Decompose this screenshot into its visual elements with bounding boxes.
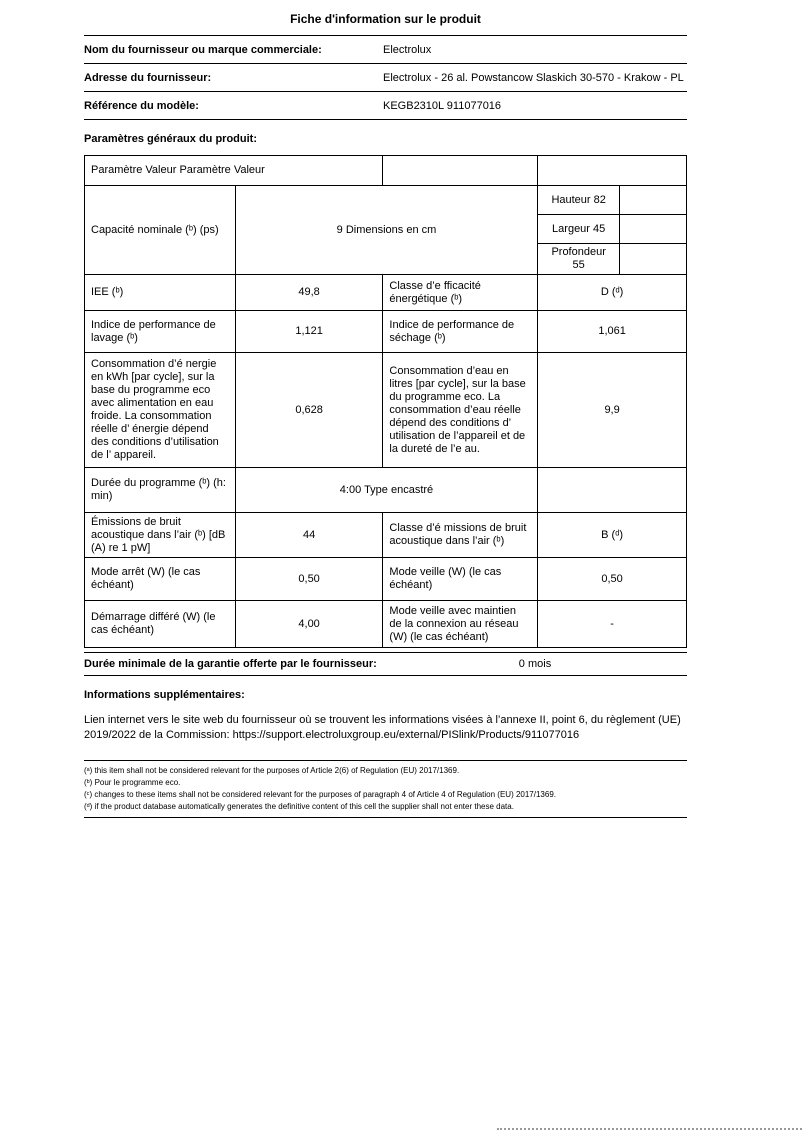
- eei-label: IEE (ᵇ): [85, 275, 236, 311]
- dimension-depth: Profondeur 55: [538, 244, 620, 275]
- capacity-row: [85, 186, 687, 215]
- parameters-header-empty-2: [538, 156, 687, 186]
- programme-duration-empty: [538, 468, 687, 513]
- energy-consumption-value: 0,628: [235, 353, 383, 468]
- dimension-width-empty: [620, 215, 687, 244]
- water-consumption-value: 9,9: [538, 353, 687, 468]
- capacity-label: Capacité nominale (ᵇ) (ps): [85, 186, 236, 275]
- warranty-value: 0 mois: [518, 658, 552, 670]
- supplier-link-paragraph: [84, 713, 687, 743]
- off-mode-value: 0,50: [235, 558, 383, 601]
- supplier-link-lead-text: Lien internet vers le site web du fournisseur où se trouvent les informations visées à l’annexe II, point 6, du règlement (UE) 2019/2022 de la Commission:: [84, 714, 681, 741]
- washing-index-value: 1,121: [235, 311, 383, 353]
- programme-duration-row: [85, 468, 687, 513]
- supplier-address-value: Electrolux - 26 al. Powstancow Slaskich 30-570 - Krakow - PL: [383, 64, 687, 92]
- supplier-address-row: [84, 64, 687, 92]
- parameters-header-empty-1: [383, 156, 538, 186]
- dimension-height: Hauteur 82: [538, 186, 620, 215]
- general-parameters-heading: Paramètres généraux du produit:: [84, 133, 257, 145]
- page-title: Fiche d'information sur le produit: [290, 12, 481, 26]
- performance-index-row: [85, 311, 687, 353]
- eei-value: 49,8: [235, 275, 383, 311]
- standby-mode-label: Mode veille (W) (le cas échéant): [383, 558, 538, 601]
- footnote-b: (ᵇ) Pour le programme eco.: [84, 778, 181, 787]
- footnote-c: (ᶜ) changes to these items shall not be considered relevant for the purposes of paragraph 4 of Article 4 of Regulation (EU) 2017/1369.: [84, 790, 556, 799]
- off-mode-label: Mode arrêt (W) (le cas échéant): [85, 558, 236, 601]
- footnote-d: (ᵈ) if the product database automatically generates the definitive content of this cell the supplier shall not enter these data.: [84, 802, 514, 811]
- water-consumption-label: Consommation d’eau en litres [par cycle], sur la base du programme eco. La consommation d’eau réelle dépend des conditions d’ utilisation de l’appareil et de la dureté de l’e au.: [383, 353, 538, 468]
- standby-mode-value: 0,50: [538, 558, 687, 601]
- warranty-label: Durée minimale de la garantie offerte par le fournisseur:: [84, 658, 377, 670]
- networked-standby-label: Mode veille avec maintien de la connexion au réseau (W) (le cas échéant): [383, 601, 538, 648]
- delayed-start-label: Démarrage différé (W) (le cas échéant): [85, 601, 236, 648]
- page-break-line: [497, 1128, 802, 1130]
- energy-index-row: [85, 275, 687, 311]
- supplier-url[interactable]: https://support.electroluxgroup.eu/external/PISlink/Products/911077016: [232, 729, 580, 741]
- supplier-name-row: [84, 36, 687, 64]
- noise-row: [85, 513, 687, 558]
- footnotes-section: [84, 760, 687, 818]
- supplier-name-value: Electrolux: [383, 36, 687, 64]
- parameters-header-row: [85, 156, 687, 186]
- energy-consumption-label: Consommation d’é nergie en kWh [par cycle], sur la base du programme eco avec alimentation en eau froide. La consommation réelle d’ énergie dépend des conditions d’utilisation de l’ appareil.: [85, 353, 236, 468]
- noise-emission-label: Émissions de bruit acoustique dans l’air (ᵇ) [dB (A) re 1 pW]: [85, 513, 236, 558]
- delayed-start-value: 4,00: [235, 601, 383, 648]
- drying-index-label: Indice de performance de séchage (ᵇ): [383, 311, 538, 353]
- supplier-name-label: Nom du fournisseur ou marque commerciale:: [84, 36, 383, 64]
- document-content: [84, 12, 687, 818]
- model-reference-row: [84, 92, 687, 120]
- product-parameters-table: [84, 155, 687, 648]
- energy-class-label: Classe d’e fficacité énergétique (ᵇ): [383, 275, 538, 311]
- noise-class-value: B (ᵈ): [538, 513, 687, 558]
- off-mode-row: [85, 558, 687, 601]
- programme-duration-value: 4:00 Type encastré: [235, 468, 537, 513]
- dimension-depth-empty: [620, 244, 687, 275]
- warranty-row: [84, 652, 687, 676]
- dimension-width: Largeur 45: [538, 215, 620, 244]
- consumption-row: [85, 353, 687, 468]
- model-reference-label: Référence du modèle:: [84, 92, 383, 120]
- washing-index-label: Indice de performance de lavage (ᵇ): [85, 311, 236, 353]
- footnote-a: (ᵃ) this item shall not be considered relevant for the purposes of Article 2(6) of Regulation (EU) 2017/1369.: [84, 766, 460, 775]
- noise-emission-value: 44: [235, 513, 383, 558]
- parameters-header-cell: Paramètre Valeur Paramètre Valeur: [85, 156, 383, 186]
- networked-standby-value: -: [538, 601, 687, 648]
- additional-info-heading: Informations supplémentaires:: [84, 689, 245, 701]
- dimension-height-empty: [620, 186, 687, 215]
- noise-class-label: Classe d’é missions de bruit acoustique dans l’air (ᵇ): [383, 513, 538, 558]
- drying-index-value: 1,061: [538, 311, 687, 353]
- capacity-value: 9 Dimensions en cm: [235, 186, 537, 275]
- energy-class-value: D (ᵈ): [538, 275, 687, 311]
- supplier-address-label: Adresse du fournisseur:: [84, 64, 383, 92]
- model-reference-value: KEGB2310L 911077016: [383, 92, 687, 120]
- supplier-info-table: [84, 35, 687, 120]
- programme-duration-label: Durée du programme (ᵇ) (h: min): [85, 468, 236, 513]
- delayed-start-row: [85, 601, 687, 648]
